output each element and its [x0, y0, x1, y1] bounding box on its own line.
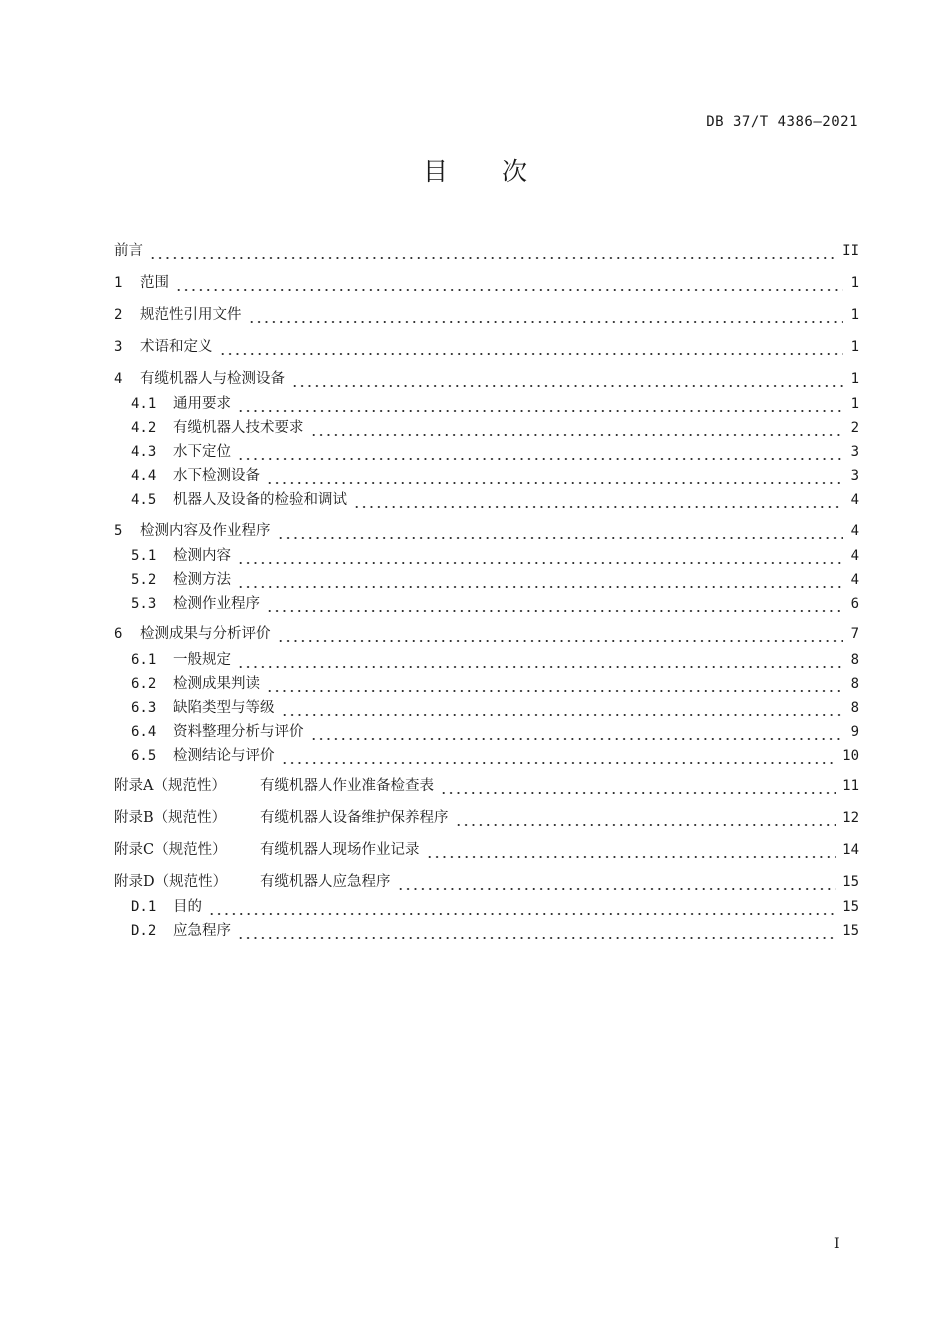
- dot-leader: [266, 674, 843, 694]
- dot-leader: [397, 872, 837, 892]
- toc-entry-title: 缺陷类型与等级: [173, 700, 275, 716]
- toc-entry-number: 5: [114, 523, 123, 539]
- toc-entry-number: 2: [114, 307, 123, 323]
- dot-leader: [277, 521, 844, 541]
- toc-entry-appendix-b[interactable]: [114, 808, 859, 828]
- toc-entry-foreword[interactable]: [114, 241, 859, 261]
- dot-leader: [353, 490, 843, 510]
- toc-entry-4-5[interactable]: [114, 490, 859, 510]
- dot-leader: [237, 442, 843, 462]
- toc-entry-title: 范围: [140, 275, 169, 291]
- toc-entry-page: 8: [850, 700, 859, 716]
- toc-entry-number: 5.2: [131, 572, 157, 588]
- toc-entry-number: 附录A（规范性）: [114, 778, 226, 794]
- toc-entry-number: 6.4: [131, 724, 157, 740]
- toc-entry-title: 机器人及设备的检验和调试: [173, 492, 347, 508]
- toc-entry-title: 资料整理分析与评价: [173, 724, 304, 740]
- toc-entry-appendix-a[interactable]: [114, 776, 859, 796]
- toc-entry-page: 4: [850, 572, 859, 588]
- toc-entry-title: 检测方法: [173, 572, 231, 588]
- dot-leader: [208, 897, 836, 917]
- toc-entry-page: 7: [850, 626, 859, 642]
- toc-entry-page: 9: [850, 724, 859, 740]
- toc-entry-title: 检测内容: [173, 548, 231, 564]
- toc-entry-title: 规范性引用文件: [140, 307, 242, 323]
- dot-leader: [455, 808, 837, 828]
- page-title: 目 次: [423, 157, 527, 186]
- toc-entry-number: 6.1: [131, 652, 157, 668]
- toc-entry-number: 4.5: [131, 492, 157, 508]
- toc-entry-title: 检测成果与分析评价: [140, 626, 271, 642]
- dot-leader: [237, 921, 836, 941]
- dot-leader: [277, 624, 844, 644]
- document-code: DB 37/T 4386—2021: [706, 114, 858, 130]
- toc-entry-number: D.2: [131, 923, 157, 939]
- toc-entry-title: 有缆机器人设备维护保养程序: [260, 810, 449, 826]
- toc-entry-5[interactable]: [114, 521, 859, 541]
- toc-entry-page: 6: [850, 596, 859, 612]
- toc-entry-6-5[interactable]: [114, 746, 859, 766]
- toc-entry-number: 5.1: [131, 548, 157, 564]
- toc-entry-4-1[interactable]: [114, 394, 859, 414]
- toc-entry-title: 一般规定: [173, 652, 231, 668]
- dot-leader: [310, 722, 844, 742]
- toc-entry-4-4[interactable]: [114, 466, 859, 486]
- toc-entry-title: 有缆机器人应急程序: [260, 874, 391, 890]
- toc-entry-title: 目的: [173, 899, 202, 915]
- dot-leader: [237, 394, 843, 414]
- toc-entry-5-2[interactable]: [114, 570, 859, 590]
- toc-entry-number: 6.5: [131, 748, 157, 764]
- toc-entry-title: 有缆机器人与检测设备: [140, 371, 285, 387]
- dot-leader: [266, 466, 843, 486]
- toc-entry-number: 附录D（规范性）: [114, 874, 228, 890]
- toc-entry-page: 8: [850, 652, 859, 668]
- dot-leader: [281, 698, 844, 718]
- toc-entry-title: 有缆机器人现场作业记录: [260, 842, 420, 858]
- dot-leader: [237, 650, 843, 670]
- toc-entry-page: 12: [842, 810, 859, 826]
- toc-entry-page: 1: [850, 339, 859, 355]
- toc-entry-appendix-d[interactable]: [114, 872, 859, 892]
- toc-entry-page: 14: [842, 842, 859, 858]
- toc-entry-page: 1: [850, 396, 859, 412]
- toc-entry-title: 应急程序: [173, 923, 231, 939]
- toc-entry-6-2[interactable]: [114, 674, 859, 694]
- toc-entry-number: 附录B（规范性）: [114, 810, 227, 826]
- toc-entry-4-3[interactable]: [114, 442, 859, 462]
- toc-entry-page: II: [842, 243, 859, 259]
- dot-leader: [248, 305, 844, 325]
- toc-entry-d-2[interactable]: [114, 921, 859, 941]
- toc-entry-d-1[interactable]: [114, 897, 859, 917]
- dot-leader: [149, 241, 836, 261]
- toc-entry-page: 10: [842, 748, 859, 764]
- dot-leader: [440, 776, 836, 796]
- toc-entry-page: 15: [842, 874, 859, 890]
- toc-entry-page: 8: [850, 676, 859, 692]
- toc-entry-4[interactable]: [114, 369, 859, 389]
- toc-entry-page: 15: [842, 899, 859, 915]
- toc-entry-page: 3: [850, 468, 859, 484]
- toc-entry-number: 6.2: [131, 676, 157, 692]
- toc-entry-page: 1: [850, 371, 859, 387]
- toc-entry-title: 有缆机器人技术要求: [173, 420, 304, 436]
- toc-entry-number: 附录C（规范性）: [114, 842, 227, 858]
- toc-entry-title: 通用要求: [173, 396, 231, 412]
- toc-entry-number: 5.3: [131, 596, 157, 612]
- toc-entry-title: 术语和定义: [140, 339, 213, 355]
- toc-entry-number: 4.3: [131, 444, 157, 460]
- toc-entry-number: 4: [114, 371, 123, 387]
- toc-entry-page: 15: [842, 923, 859, 939]
- toc-entry-title: 水下定位: [173, 444, 231, 460]
- toc-entry-4-2[interactable]: [114, 418, 859, 438]
- toc-entry-page: 4: [850, 492, 859, 508]
- toc-entry-3[interactable]: [114, 337, 859, 357]
- toc-entry-title: 检测内容及作业程序: [140, 523, 271, 539]
- toc-entry-number: 6: [114, 626, 123, 642]
- toc-entry-page: 2: [850, 420, 859, 436]
- toc-entry-5-1[interactable]: [114, 546, 859, 566]
- toc-entry-title: 前言: [114, 243, 143, 259]
- toc-entry-page: 3: [850, 444, 859, 460]
- toc-entry-title: 检测结论与评价: [173, 748, 275, 764]
- toc-entry-number: 3: [114, 339, 123, 355]
- dot-leader: [291, 369, 843, 389]
- toc-entry-2[interactable]: [114, 305, 859, 325]
- dot-leader: [266, 594, 843, 614]
- toc-entry-1[interactable]: [114, 273, 859, 293]
- toc-entry-5-3[interactable]: [114, 594, 859, 614]
- dot-leader: [281, 746, 837, 766]
- dot-leader: [175, 273, 843, 293]
- toc-entry-6-1[interactable]: [114, 650, 859, 670]
- page-number: I: [834, 1236, 840, 1252]
- toc-entry-number: 4.2: [131, 420, 157, 436]
- toc-entry-title: 检测成果判读: [173, 676, 260, 692]
- toc-entry-number: 1: [114, 275, 123, 291]
- toc-entry-page: 1: [850, 275, 859, 291]
- toc-entry-page: 4: [850, 548, 859, 564]
- toc-entry-title: 水下检测设备: [173, 468, 260, 484]
- toc-entry-number: D.1: [131, 899, 157, 915]
- toc-entry-title: 有缆机器人作业准备检查表: [260, 778, 434, 794]
- toc-entry-appendix-c[interactable]: [114, 840, 859, 860]
- toc-entry-6-3[interactable]: [114, 698, 859, 718]
- dot-leader: [426, 840, 837, 860]
- toc-entry-6-4[interactable]: [114, 722, 859, 742]
- toc-entry-title: 检测作业程序: [173, 596, 260, 612]
- toc-entry-number: 4.4: [131, 468, 157, 484]
- toc-entry-page: 4: [850, 523, 859, 539]
- toc-entry-6[interactable]: [114, 624, 859, 644]
- dot-leader: [219, 337, 844, 357]
- dot-leader: [237, 546, 843, 566]
- toc-entry-page: 1: [850, 307, 859, 323]
- toc-entry-number: 6.3: [131, 700, 157, 716]
- toc-entry-page: 11: [842, 778, 859, 794]
- dot-leader: [237, 570, 843, 590]
- dot-leader: [310, 418, 844, 438]
- toc-entry-number: 4.1: [131, 396, 157, 412]
